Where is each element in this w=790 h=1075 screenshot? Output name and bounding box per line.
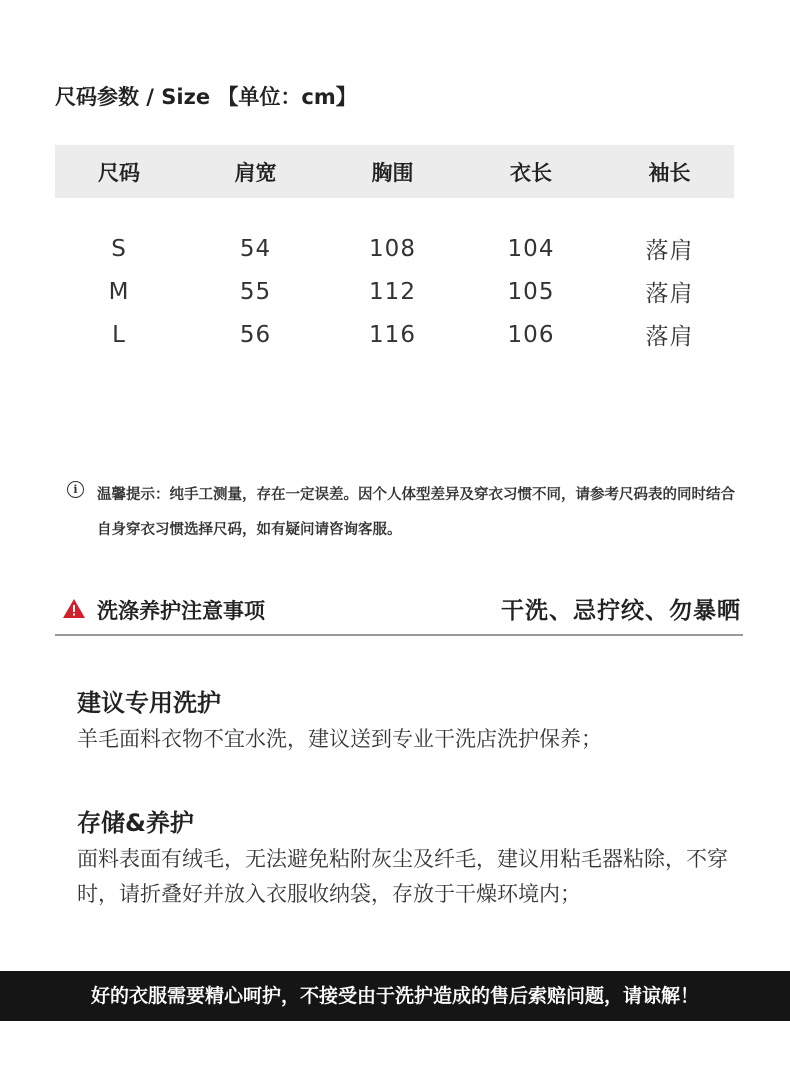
table-cell: M: [108, 278, 130, 305]
table-cell: 108: [369, 235, 416, 262]
table-cell: 116: [369, 321, 416, 348]
table-row: [55, 313, 734, 356]
care-label: 洗涤养护注意事项: [97, 599, 265, 623]
table-cell: 54: [239, 235, 272, 262]
table-cell: 105: [507, 278, 555, 305]
header-shoulder: 肩宽: [234, 160, 277, 185]
table-cell: 112: [369, 278, 416, 305]
section-title-wash: 建议专用洗护: [77, 689, 221, 717]
notice-text: 温馨提示：纯手工测量，存在一定误差。因个人体型差异及穿衣习惯不同，请参考尺码表的同时结合自身穿衣习惯选择尺码，如有疑问请咨询客服。: [97, 487, 735, 538]
section-body-wash: 羊毛面料衣物不宜水洗，建议送到专业干洗店洗护保养；: [77, 727, 602, 751]
section-title-storage: 存储&养护: [77, 809, 194, 837]
table-cell: 106: [507, 321, 555, 348]
table-cell: 落肩: [645, 281, 694, 307]
info-icon: i: [67, 481, 84, 498]
footer-banner: 好的衣服需要精心呵护，不接受由于洗护造成的售后索赔问题，请谅解！: [0, 971, 790, 1021]
table-row: [55, 270, 734, 313]
care-header: [55, 590, 743, 636]
table-cell: 55: [239, 278, 272, 305]
size-chart-title: 尺码参数 / Size 【单位：cm】: [55, 85, 357, 109]
table-cell: 落肩: [645, 238, 694, 264]
header-sleeve: 袖长: [648, 160, 691, 185]
header-chest: 胸围: [371, 160, 414, 185]
header-size: 尺码: [98, 160, 140, 185]
size-table-body: [55, 227, 734, 356]
table-cell: 104: [507, 235, 555, 262]
table-cell: 56: [239, 321, 272, 348]
table-cell: 落肩: [645, 324, 694, 350]
size-table-header: [55, 145, 734, 198]
table-row: [55, 227, 734, 270]
header-length: 衣长: [510, 160, 552, 185]
table-cell: L: [112, 321, 126, 348]
care-summary: 干洗、忌拧绞、勿暴晒: [501, 598, 741, 624]
warning-icon: [63, 599, 85, 618]
table-cell: S: [111, 235, 127, 262]
section-body-storage: 面料表面有绒毛，无法避免粘附灰尘及纤毛，建议用粘毛器粘除，不穿时，请折叠好并放入衣服收纳袋，存放于干燥环境内；: [77, 847, 728, 906]
